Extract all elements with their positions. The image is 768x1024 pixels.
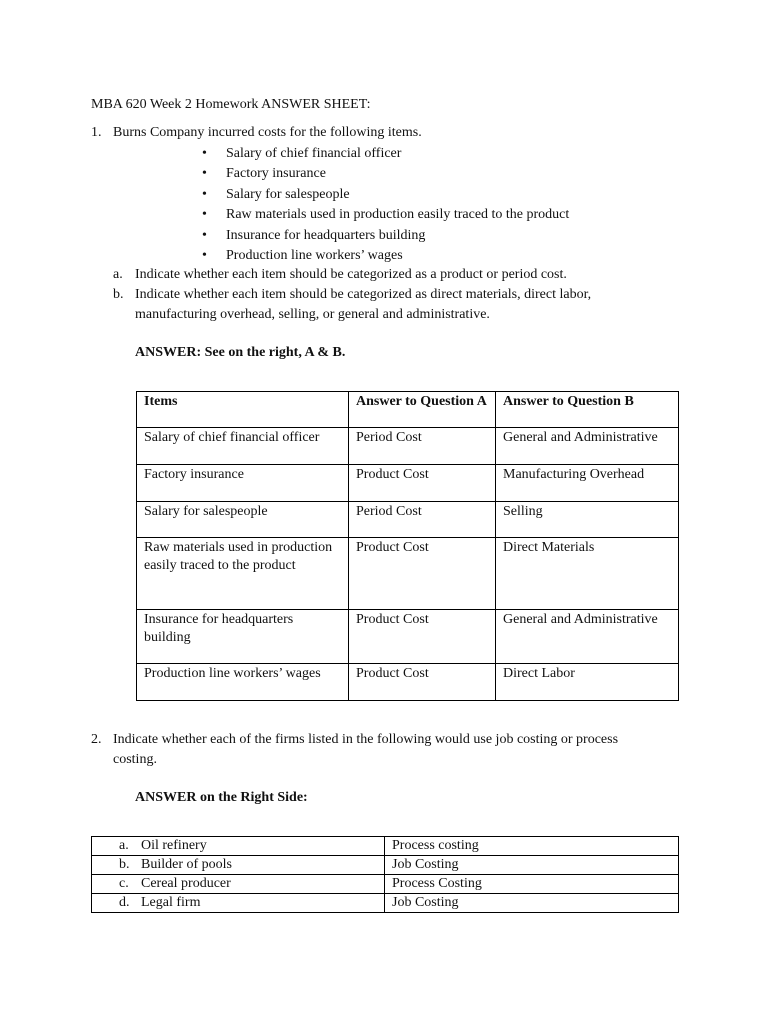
- table-cell: General and Administrative: [496, 610, 679, 664]
- firm-name: Oil refinery: [141, 838, 207, 853]
- table-cell: [92, 875, 385, 894]
- table-row: [92, 837, 679, 856]
- question-2-prompt-line-1: Indicate whether each of the firms listed in the following would use job costing or process: [113, 732, 619, 747]
- bullet-icon: •: [202, 146, 207, 161]
- table-cell: Job Costing: [385, 856, 679, 875]
- row-letter: c.: [119, 876, 129, 891]
- table-row: [92, 856, 679, 875]
- table-cell: Period Cost: [349, 428, 496, 465]
- table-row: [92, 875, 679, 894]
- table-cell: Manufacturing Overhead: [496, 465, 679, 502]
- bullet-icon: •: [202, 187, 207, 202]
- page-title: MBA 620 Week 2 Homework ANSWER SHEET:: [91, 97, 371, 112]
- column-header-answer-a: Answer to Question A: [349, 392, 496, 428]
- table-cell: [92, 894, 385, 913]
- table-row: [137, 502, 679, 538]
- row-letter: a.: [119, 838, 129, 853]
- table-cell: Salary of chief financial officer: [137, 428, 349, 465]
- firm-name: Builder of pools: [141, 857, 232, 872]
- question-1-number: 1.: [91, 125, 102, 140]
- table-cell: Process costing: [385, 837, 679, 856]
- table-row: [137, 610, 679, 664]
- question-2-answer-label: ANSWER on the Right Side:: [135, 790, 308, 805]
- table-cell: Raw materials used in production easily traced to the product: [137, 538, 349, 610]
- bullet-icon: •: [202, 207, 207, 222]
- sub-question-b-line-1: Indicate whether each item should be categorized as direct materials, direct labor,: [135, 287, 592, 302]
- column-header-answer-b: Answer to Question B: [496, 392, 679, 428]
- table-row: [137, 465, 679, 502]
- question-1-answer-label: ANSWER: See on the right, A & B.: [135, 345, 346, 360]
- sub-question-b-letter: b.: [113, 287, 124, 302]
- table-cell: [92, 837, 385, 856]
- table-cell: General and Administrative: [496, 428, 679, 465]
- sub-question-a: Indicate whether each item should be categorized as a product or period cost.: [135, 267, 567, 282]
- firm-name: Cereal producer: [141, 876, 231, 891]
- table-cell: Direct Labor: [496, 664, 679, 701]
- table-row: [137, 664, 679, 701]
- column-header-items: Items: [137, 392, 349, 428]
- table-cell: Product Cost: [349, 610, 496, 664]
- question-1-answer-table: [136, 391, 679, 701]
- row-letter: b.: [119, 857, 130, 872]
- table-cell: [92, 856, 385, 875]
- table-row: [137, 428, 679, 465]
- table-cell: Production line workers’ wages: [137, 664, 349, 701]
- bullet-icon: •: [202, 248, 207, 263]
- question-2-answer-table: [91, 836, 679, 913]
- table-cell: Job Costing: [385, 894, 679, 913]
- table-cell: Product Cost: [349, 465, 496, 502]
- question-2-number: 2.: [91, 732, 102, 747]
- firm-name: Legal firm: [141, 895, 201, 910]
- bullet-icon: •: [202, 166, 207, 181]
- table-cell: Product Cost: [349, 538, 496, 610]
- row-letter: d.: [119, 895, 130, 910]
- question-2-prompt-line-2: costing.: [113, 752, 157, 767]
- table-cell: Product Cost: [349, 664, 496, 701]
- sub-question-b-line-2: manufacturing overhead, selling, or general and administrative.: [135, 307, 490, 322]
- table-row: [92, 894, 679, 913]
- table-cell: Factory insurance: [137, 465, 349, 502]
- table-row: [137, 538, 679, 610]
- table-cell: Direct Materials: [496, 538, 679, 610]
- table-cell: Period Cost: [349, 502, 496, 538]
- table-cell: Salary for salespeople: [137, 502, 349, 538]
- bullet-icon: •: [202, 228, 207, 243]
- table-header-row: [137, 392, 679, 428]
- question-1-prompt: Burns Company incurred costs for the following items.: [113, 125, 422, 140]
- table-cell: Insurance for headquarters building: [137, 610, 349, 664]
- table-cell: Selling: [496, 502, 679, 538]
- sub-question-a-letter: a.: [113, 267, 123, 282]
- table-cell: Process Costing: [385, 875, 679, 894]
